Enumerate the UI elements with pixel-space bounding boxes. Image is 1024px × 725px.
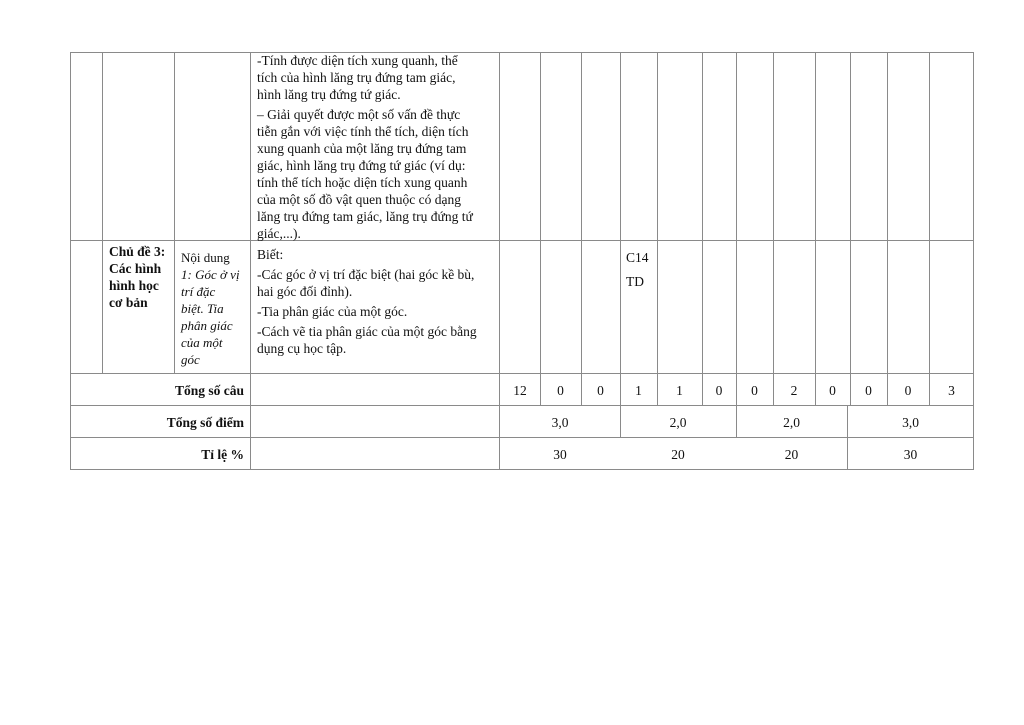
question-count-cell: 0 (865, 383, 872, 398)
question-count-cell: 2 (790, 383, 798, 398)
content-line: trí đặc (181, 284, 216, 299)
description-line: -Cách vẽ tia phân giác của một góc bằng (257, 324, 477, 339)
grid-line-vertical (773, 52, 774, 406)
grid-line-vertical (102, 52, 103, 374)
topic-title-line: Chủ đề 3: (109, 244, 166, 259)
grid-line-vertical (250, 52, 251, 470)
content-line: 1: Góc ở vị (181, 267, 240, 282)
grid-line-vertical (657, 52, 658, 406)
description-line: giác,...). (257, 226, 301, 241)
grid-line-vertical (702, 52, 703, 406)
percent-cell: 20 (784, 447, 799, 462)
grid-line-vertical (540, 52, 541, 406)
description-line: hình lăng trụ đứng tứ giác. (257, 87, 401, 102)
description-line: tiễn gắn với việc tính thể tích, diện tích (257, 124, 469, 139)
grid-line-vertical (499, 52, 500, 470)
points-cell: 2,0 (669, 415, 687, 430)
grid-line-horizontal (70, 52, 974, 53)
grid-line-vertical (850, 52, 851, 406)
description-line: -Các góc ở vị trí đặc biệt (hai góc kề bù, (257, 267, 475, 282)
content-line: của một (181, 335, 223, 350)
question-count-cell: 0 (751, 383, 758, 398)
description-line: Biết: (257, 247, 284, 262)
percent-cell: 20 (671, 447, 685, 462)
question-count-cell: 0 (597, 383, 604, 398)
description-line: hai góc đối đỉnh). (257, 284, 353, 299)
description-line: -Tính được diện tích xung quanh, thể (257, 53, 458, 68)
description-line: – Giải quyết được một số vấn đề thực (257, 107, 461, 122)
topic-title-line: Các hình (109, 261, 162, 276)
description-line: của một số đồ vật quen thuộc có dạng (257, 192, 461, 207)
percent-cell: 30 (903, 447, 918, 462)
grid-line-horizontal (70, 240, 974, 241)
points-cell: 2,0 (783, 415, 800, 430)
grid-line-vertical (973, 52, 974, 470)
description-line: dụng cụ học tập. (257, 341, 347, 356)
grid-line-vertical (929, 52, 930, 406)
question-count-cell: 3 (948, 383, 955, 398)
percent-cell: 30 (553, 447, 567, 462)
question-count-cell: 0 (715, 383, 723, 398)
percent-label: Tỉ lệ % (201, 447, 244, 462)
question-count-cell: 1 (676, 383, 683, 398)
content-line: góc (181, 352, 200, 367)
description-line: giác, hình lăng trụ đứng tứ giác (ví dụ: (257, 158, 466, 173)
topic-title (109, 243, 165, 311)
grid-line-horizontal (70, 405, 974, 406)
question-count-cell: 1 (635, 383, 642, 398)
question-count-cell: 0 (557, 383, 564, 398)
continuation-description (257, 52, 493, 242)
total-points-label: Tổng số điểm (166, 415, 244, 430)
description-line: tính thể tích hoặc diện tích xung quanh (257, 175, 468, 190)
description-line: tích của hình lăng trụ đứng tam giác, (257, 70, 456, 85)
grid-line-vertical (174, 52, 175, 374)
topic-title-line: hình học (109, 278, 159, 293)
question-type: TD (626, 274, 644, 289)
content-line: biệt. Tia (181, 301, 224, 316)
question-count-cell: 12 (513, 383, 527, 398)
description-line: -Tia phân giác của một góc. (257, 304, 408, 319)
grid-line-horizontal (70, 373, 974, 374)
points-cell: 3,0 (551, 415, 569, 430)
content-line: phân giác (181, 318, 233, 333)
grid-line-vertical (736, 52, 737, 438)
content-prefix: Nội dung (181, 250, 230, 265)
grid-line-horizontal (70, 469, 974, 470)
description-line: xung quanh của một lăng trụ đứng tam (257, 141, 467, 156)
total-questions-label: Tổng số câu (174, 383, 244, 398)
topic-title-line: cơ bản (109, 295, 148, 310)
points-cell: 3,0 (902, 415, 919, 430)
grid-line-vertical (70, 52, 71, 470)
grid-line-vertical (581, 52, 582, 406)
question-code: C14 (626, 250, 649, 265)
description-line: lăng trụ đứng tam giác, lăng trụ đứng tứ (257, 209, 473, 224)
grid-line-vertical (620, 52, 621, 438)
grid-line-vertical (815, 52, 816, 406)
question-count-cell: 0 (904, 383, 912, 398)
topic-description (257, 246, 493, 357)
content-unit (181, 249, 240, 368)
grid-line-vertical (887, 52, 888, 406)
grid-line-horizontal (70, 437, 974, 438)
question-count-cell: 0 (829, 383, 836, 398)
